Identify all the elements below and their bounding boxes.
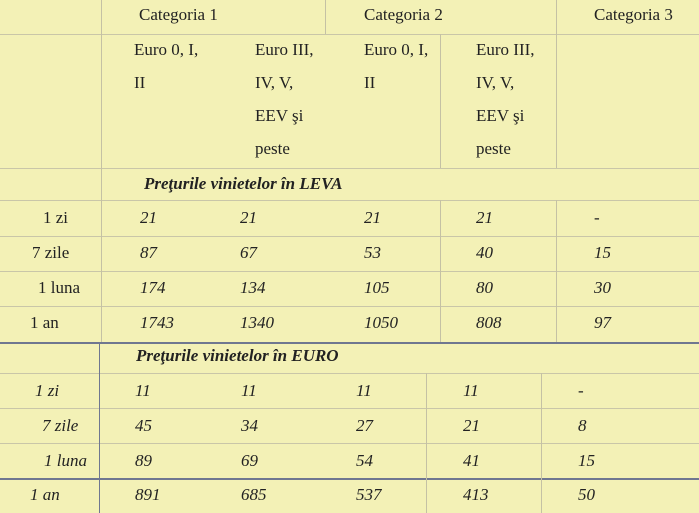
row-divider	[0, 236, 699, 237]
euro-cell: 8	[578, 416, 587, 435]
euro-cell: 27	[356, 416, 373, 435]
subheader-line: IV, V,	[255, 73, 294, 92]
subheader-line: Euro 0, I,	[134, 40, 199, 59]
col-divider	[325, 0, 326, 34]
leva-cell: 21	[140, 208, 157, 227]
leva-section-title: Preţurile vinietelor în LEVA	[144, 174, 343, 193]
leva-cell: 21	[476, 208, 493, 227]
euro-cell: 69	[241, 451, 258, 470]
subheader-line: II	[134, 73, 146, 92]
leva-cell: 1743	[140, 313, 174, 332]
subheader-c1-euro3plus	[255, 33, 327, 165]
subheader-line: Euro III,	[476, 40, 535, 59]
leva-cell: 134	[240, 278, 266, 297]
header-category-1: Categoria 1	[139, 5, 218, 24]
euro-cell: 34	[241, 416, 258, 435]
header-category-3: Categoria 3	[594, 5, 673, 24]
subheader-line: Euro III,	[255, 40, 314, 59]
euro-cell: 11	[463, 381, 479, 400]
row-divider	[0, 200, 699, 201]
col-divider	[556, 200, 557, 342]
leva-cell: 1340	[240, 313, 274, 332]
leva-cell: 53	[364, 243, 381, 262]
euro-section-title: Preţurile vinietelor în EURO	[136, 346, 339, 365]
row-divider	[0, 306, 699, 307]
euro-cell: 41	[463, 451, 480, 470]
col-divider	[426, 373, 427, 513]
euro-cell: 413	[463, 485, 489, 504]
leva-cell: 1050	[364, 313, 398, 332]
leva-cell: 21	[240, 208, 257, 227]
euro-cell: 50	[578, 485, 595, 504]
header-category-2: Categoria 2	[364, 5, 443, 24]
col-divider	[99, 342, 100, 513]
subheader-c1-euro012	[134, 33, 222, 99]
leva-cell: 30	[594, 278, 611, 297]
leva-cell: 174	[140, 278, 166, 297]
euro-period: 7 zile	[42, 416, 79, 435]
leva-cell: 15	[594, 243, 611, 262]
leva-cell: 808	[476, 313, 502, 332]
leva-period: 1 zi	[43, 208, 69, 227]
col-divider	[440, 200, 441, 342]
leva-period: 1 an	[30, 313, 59, 332]
euro-cell: 891	[135, 485, 161, 504]
euro-cell: 11	[356, 381, 372, 400]
euro-cell: 15	[578, 451, 595, 470]
euro-cell: 11	[135, 381, 151, 400]
leva-cell: 67	[240, 243, 257, 262]
euro-cell: 89	[135, 451, 152, 470]
leva-period: 1 luna	[38, 278, 81, 297]
section-divider	[0, 342, 699, 344]
euro-period: 1 luna	[44, 451, 87, 470]
euro-cell: 11	[241, 381, 257, 400]
subheader-line: IV, V,	[476, 73, 515, 92]
subheader-line: peste	[255, 139, 290, 158]
leva-cell: 87	[140, 243, 157, 262]
leva-cell: -	[594, 208, 600, 227]
row-divider	[0, 408, 699, 409]
section-divider	[0, 478, 699, 480]
subheader-c2-euro3plus	[476, 33, 558, 165]
leva-period: 7 zile	[32, 243, 70, 262]
subheader-line: EEV şi	[255, 106, 304, 125]
col-divider	[541, 373, 542, 513]
leva-cell: 21	[364, 208, 381, 227]
row-divider	[0, 168, 699, 169]
euro-cell: 54	[356, 451, 373, 470]
col-divider	[101, 0, 102, 342]
row-divider	[0, 271, 699, 272]
euro-cell: 21	[463, 416, 480, 435]
euro-cell: 537	[356, 485, 382, 504]
leva-cell: 40	[476, 243, 493, 262]
subheader-line: EEV şi	[476, 106, 525, 125]
euro-period: 1 zi	[35, 381, 60, 400]
leva-cell: 97	[594, 313, 611, 332]
row-divider	[0, 34, 699, 35]
subheader-line: II	[364, 73, 376, 92]
leva-cell: 80	[476, 278, 493, 297]
subheader-line: peste	[476, 139, 511, 158]
euro-cell: 45	[135, 416, 152, 435]
subheader-c2-euro012	[364, 33, 444, 99]
row-divider	[0, 373, 699, 374]
euro-cell: -	[578, 381, 584, 400]
euro-period: 1 an	[30, 485, 60, 504]
subheader-line: Euro 0, I,	[364, 40, 429, 59]
euro-cell: 685	[241, 485, 267, 504]
row-divider	[0, 443, 699, 444]
leva-cell: 105	[364, 278, 390, 297]
